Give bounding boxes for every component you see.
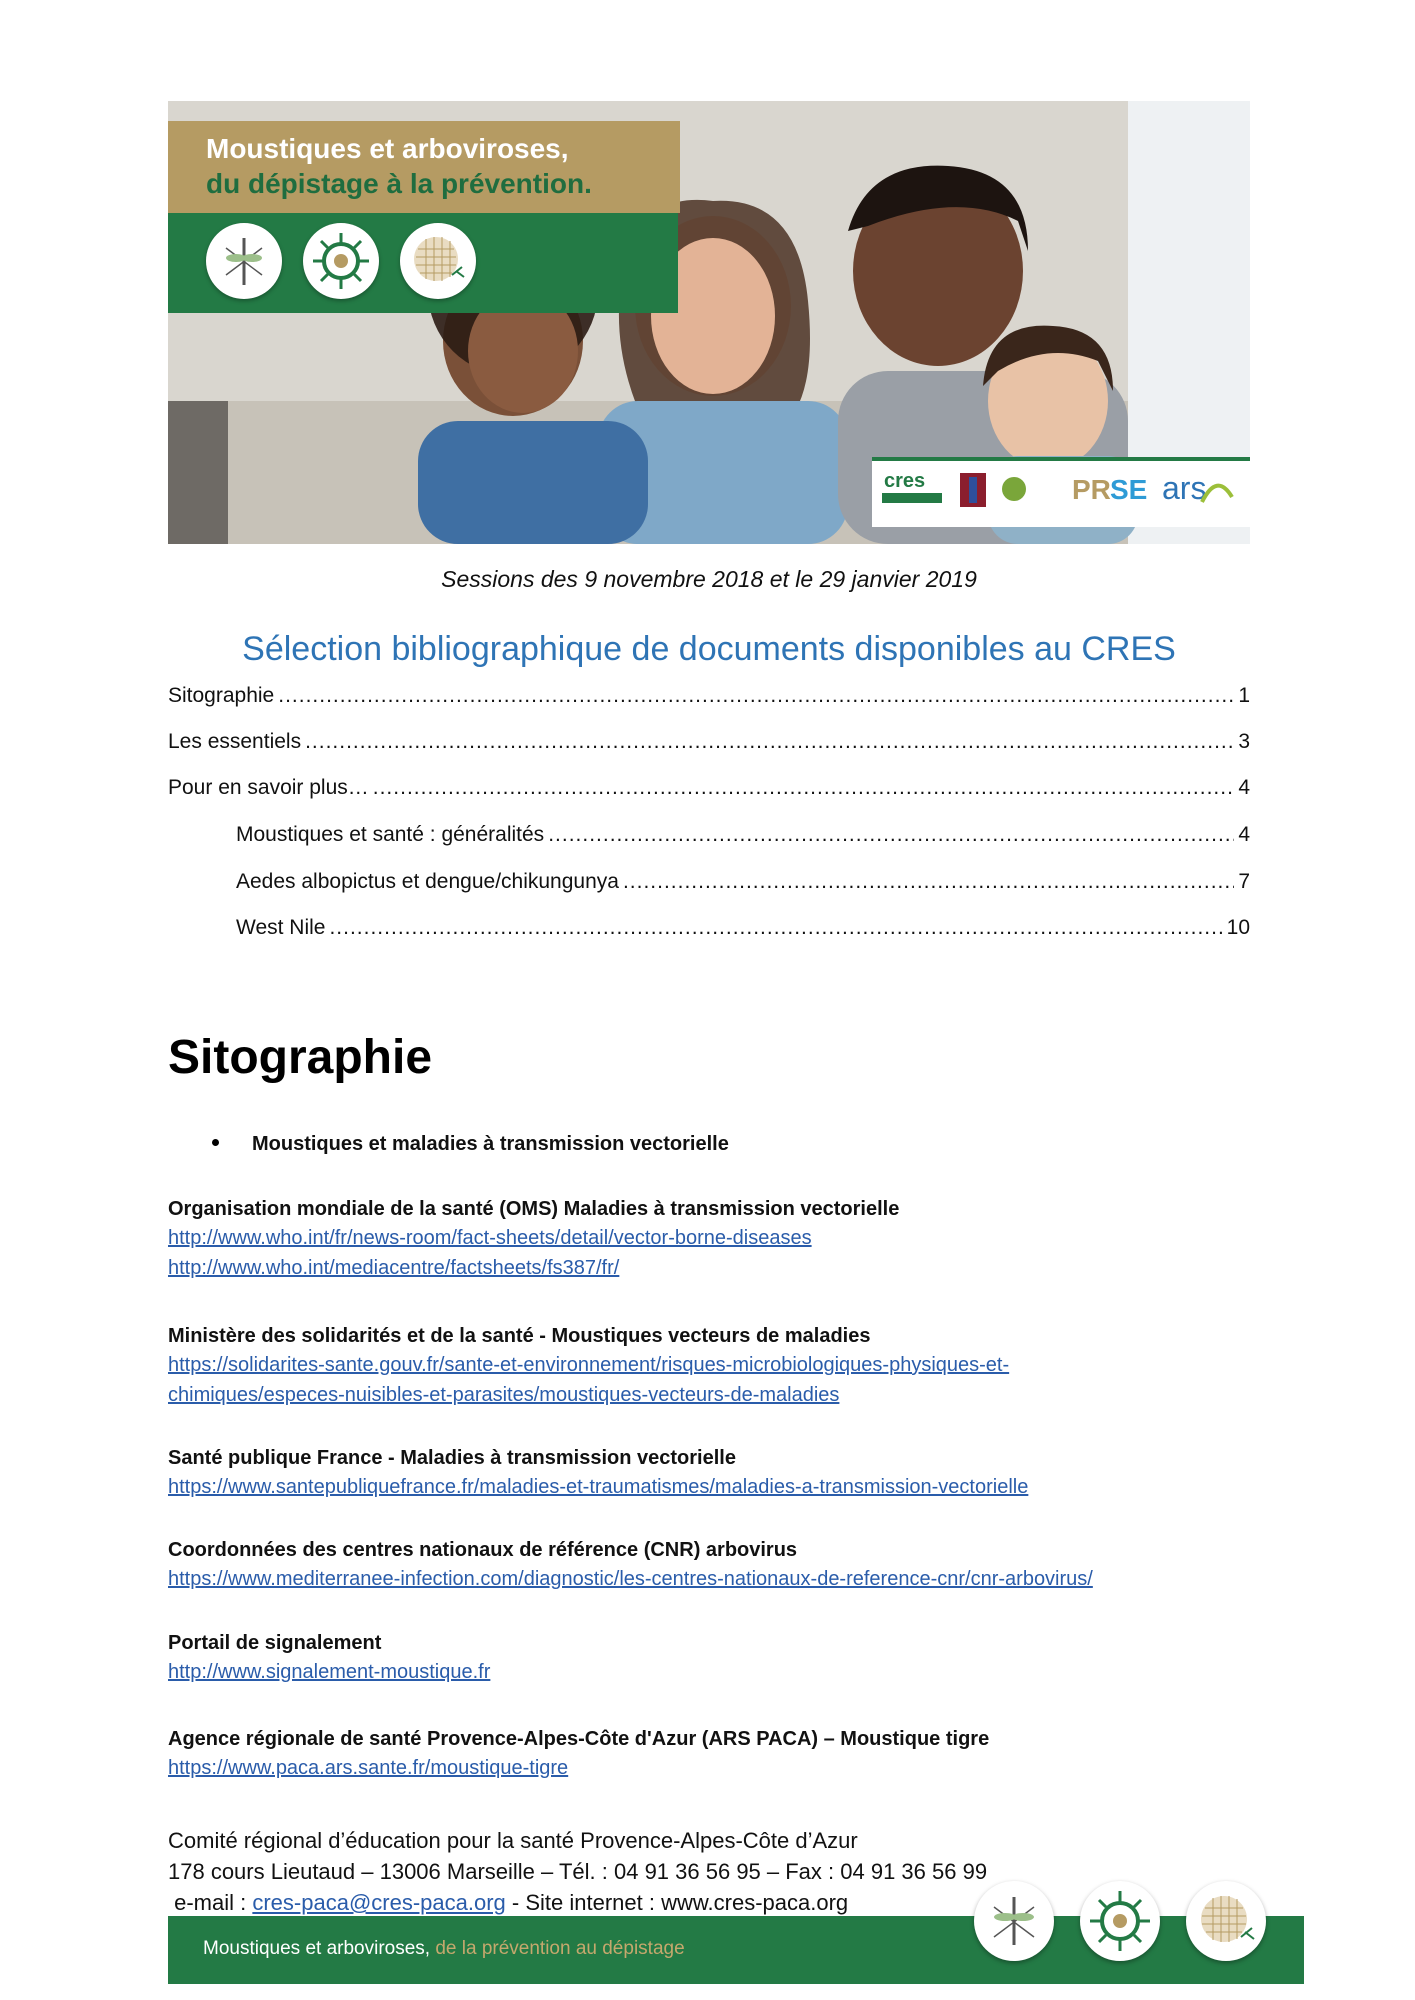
- email-label: e-mail :: [168, 1890, 253, 1915]
- toc-label: Les essentiels: [168, 730, 302, 753]
- svg-text:PR: PR: [1072, 474, 1111, 505]
- virus-icon: [1080, 1881, 1160, 1961]
- cres-logo: cres: [884, 470, 926, 492]
- bullet-item: [212, 1133, 729, 1156]
- toc-item-sitographie[interactable]: [168, 684, 1250, 708]
- partner-logos: [872, 457, 1250, 527]
- entry-link[interactable]: http://www.signalement-moustique.fr: [168, 1661, 491, 1683]
- footer-org: Comité régional d’éducation pour la santé Provence-Alpes-Côte d’Azur: [168, 1828, 858, 1853]
- entry-link[interactable]: https://www.santepubliquefrance.fr/maladies-et-traumatismes/maladies-a-transmission-vectorielle: [168, 1476, 1029, 1498]
- entry-link[interactable]: chimiques/especes-nuisibles-et-parasites/moustiques-vecteurs-de-maladies: [168, 1384, 840, 1406]
- entry-title: Coordonnées des centres nationaux de référence (CNR) arbovirus: [168, 1539, 798, 1561]
- toc-leader: [305, 730, 1234, 754]
- toc-page: 4: [1238, 823, 1250, 846]
- banner-title-line2: du dépistage à la prévention.: [206, 168, 592, 199]
- footer-address: 178 cours Lieutaud – 13006 Marseille – Tél. : 04 91 36 56 95 – Fax : 04 91 36 56 99: [168, 1859, 988, 1884]
- toc-page: 7: [1238, 870, 1250, 893]
- bibliography-title: Sélection bibliographique de documents disponibles au CRES: [242, 630, 1176, 668]
- entry-link[interactable]: https://www.mediterranee-infection.com/diagnostic/les-centres-nationaux-de-reference-cnr/cnr-arbovirus/: [168, 1568, 1093, 1590]
- mosquito-icon: [206, 223, 282, 299]
- entry-ministere: [168, 1322, 1250, 1410]
- entry-title: Ministère des solidarités et de la santé - Moustiques vecteurs de maladies: [168, 1325, 871, 1347]
- entry-link[interactable]: https://solidarites-sante.gouv.fr/sante-et-environnement/risques-microbiologiques-physiques-et-: [168, 1354, 1010, 1376]
- toc-leader: [373, 776, 1235, 800]
- toc-item-west-nile[interactable]: [236, 916, 1250, 940]
- toc-page: 4: [1238, 776, 1250, 799]
- entry-portail: [168, 1629, 1250, 1687]
- virus-icon: [303, 223, 379, 299]
- footer-banner-main: Moustiques et arboviroses,: [203, 1938, 436, 1959]
- ars-logo: ars: [1162, 470, 1207, 506]
- toc-page: 10: [1226, 916, 1250, 939]
- entry-title: Agence régionale de santé Provence-Alpes-Côte d'Azur (ARS PACA) – Moustique tigre: [168, 1728, 990, 1750]
- toc-item-essentiels[interactable]: [168, 730, 1250, 754]
- toc-item-pour-en-savoir-plus[interactable]: [168, 776, 1250, 800]
- toc-item-aedes[interactable]: [236, 870, 1250, 894]
- entry-cnr: [168, 1536, 1250, 1594]
- toc-label: Sitographie: [168, 684, 275, 707]
- mosquito-net-icon: [1186, 1881, 1266, 1961]
- entry-title: Santé publique France - Maladies à transmission vectorielle: [168, 1447, 736, 1469]
- banner-title-line1: Moustiques et arboviroses,: [206, 133, 569, 164]
- mosquito-icon: [974, 1881, 1054, 1961]
- toc-label: West Nile: [236, 916, 326, 939]
- bullet-icon: [212, 1139, 219, 1146]
- toc-leader: [278, 684, 1234, 708]
- footer-banner-accent: de la prévention au dépistage: [435, 1938, 685, 1959]
- email-link[interactable]: cres-paca@cres-paca.org: [252, 1890, 506, 1915]
- toc-page: 3: [1238, 730, 1250, 753]
- toc-page: 1: [1238, 684, 1250, 707]
- mosquito-net-icon: [400, 223, 476, 299]
- toc-label: Aedes albopictus et dengue/chikungunya: [236, 870, 619, 893]
- entry-title: Portail de signalement: [168, 1632, 382, 1654]
- toc-leader: [329, 916, 1222, 940]
- website-text: - Site internet : www.cres-paca.org: [505, 1890, 849, 1915]
- bullet-text: Moustiques et maladies à transmission vectorielle: [252, 1133, 729, 1155]
- toc-label: Pour en savoir plus…: [168, 776, 369, 799]
- banner-icon-strip: [168, 213, 678, 313]
- svg-text:SE: SE: [1110, 474, 1148, 505]
- entry-ars-paca: [168, 1725, 1250, 1783]
- toc-label: Moustiques et santé : généralités: [236, 823, 545, 846]
- header-banner: [168, 101, 1250, 544]
- entry-sante-publique: [168, 1444, 1250, 1502]
- toc-item-generalites[interactable]: [236, 823, 1250, 847]
- entry-oms: [168, 1195, 1250, 1283]
- entry-link[interactable]: http://www.who.int/fr/news-room/fact-sheets/detail/vector-borne-diseases: [168, 1227, 812, 1249]
- sessions-dates: Sessions des 9 novembre 2018 et le 29 janvier 2019: [441, 566, 977, 592]
- footer-banner-text: [203, 1938, 685, 1960]
- entry-title: Organisation mondiale de la santé (OMS) Maladies à transmission vectorielle: [168, 1198, 900, 1220]
- footer-contact: [168, 1825, 987, 1918]
- toc-leader: [623, 870, 1234, 894]
- entry-link[interactable]: http://www.who.int/mediacentre/factsheets/fs387/fr/: [168, 1257, 620, 1279]
- toc-leader: [548, 823, 1234, 847]
- footer-contact-line: [168, 1887, 987, 1918]
- banner-title-box: [168, 121, 680, 213]
- entry-link[interactable]: https://www.paca.ars.sante.fr/moustique-tigre: [168, 1757, 569, 1779]
- section-heading: Sitographie: [168, 1031, 433, 1084]
